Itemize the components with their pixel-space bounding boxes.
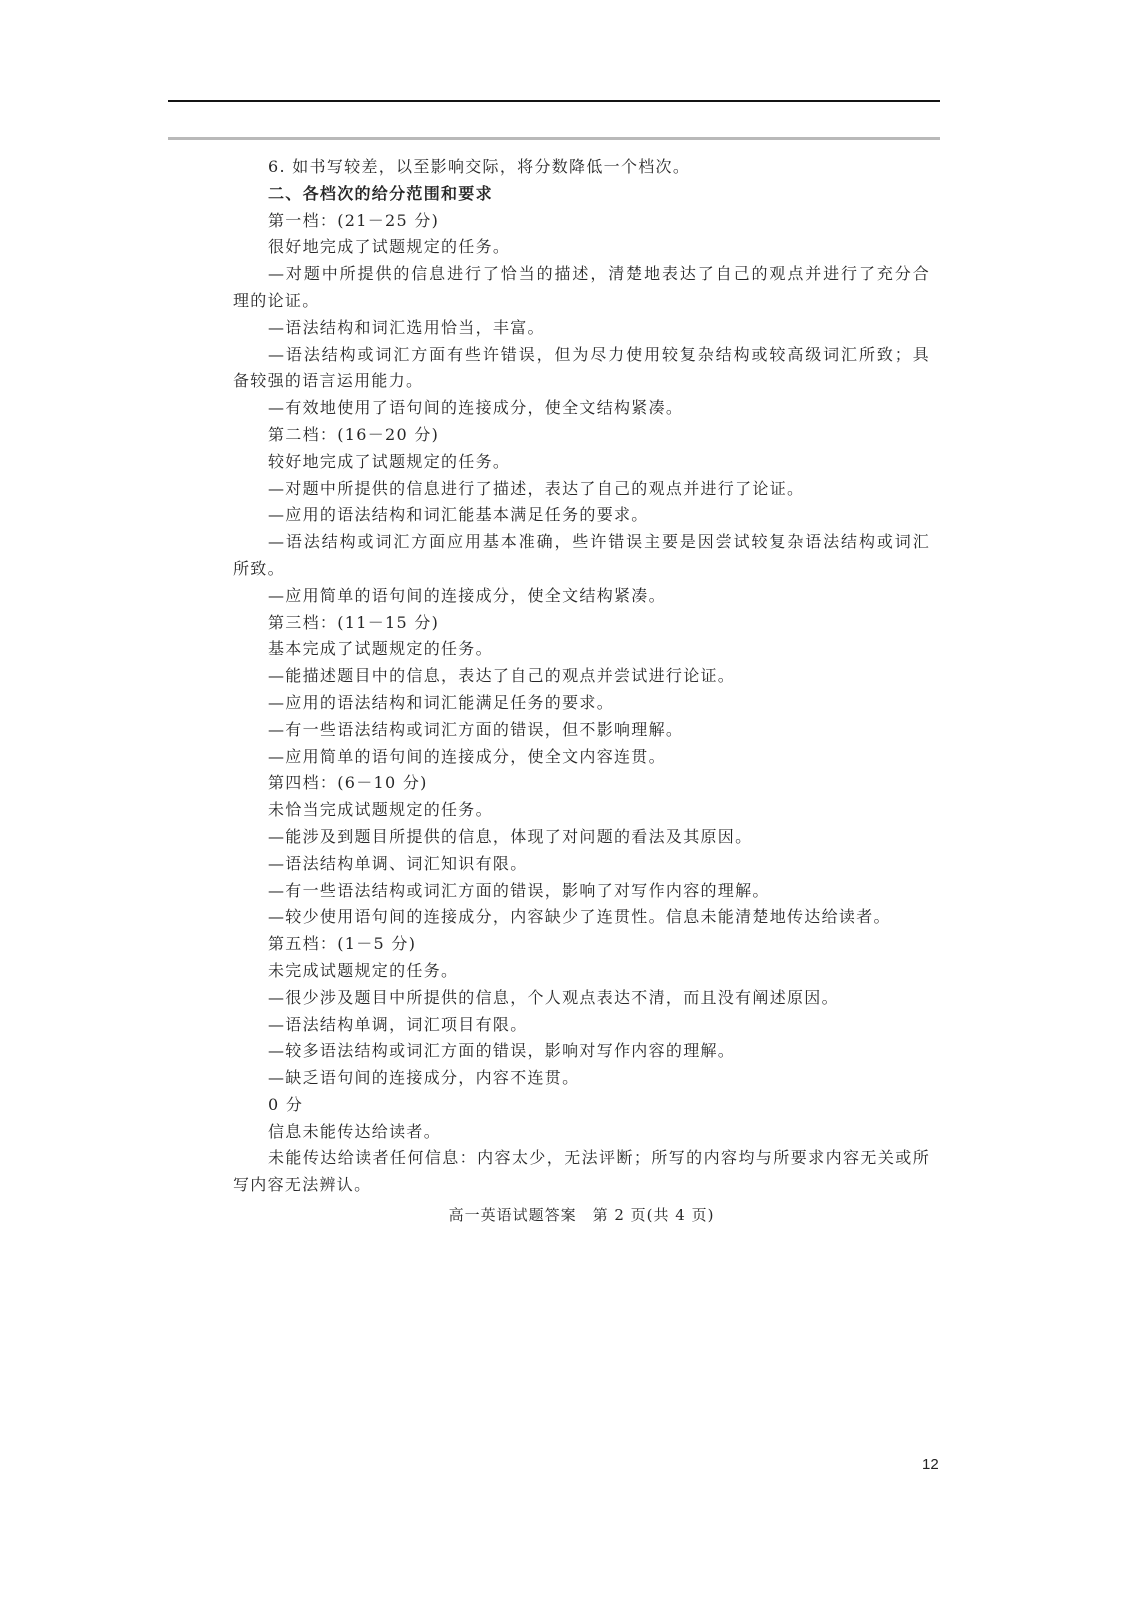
criterion-line: —较多语法结构或词汇方面的错误，影响对写作内容的理解。 [268,1041,736,1061]
criterion-line: —能涉及到题目所提供的信息，体现了对问题的看法及其原因。 [268,826,753,846]
criterion-line-continued: 理的论证。 [233,290,320,310]
criterion-line: —缺乏语句间的连接成分，内容不连贯。 [268,1068,580,1088]
criterion-line: —有一些语法结构或词汇方面的错误，但不影响理解。 [268,719,684,739]
criterion-line: —语法结构单调，词汇项目有限。 [268,1014,528,1034]
grade-title: 第五档：(1－5 分) [268,934,417,954]
criterion-line: —有一些语法结构或词汇方面的错误，影响了对写作内容的理解。 [268,880,770,900]
criterion-line: —有效地使用了语句间的连接成分，使全文结构紧凑。 [268,398,684,418]
intro-note: 6. 如书写较差，以至影响交际，将分数降低一个档次。 [268,157,691,176]
criterion-line: —应用简单的语句间的连接成分，使全文结构紧凑。 [268,585,666,605]
criterion-line: —语法结构单调、词汇知识有限。 [268,853,528,873]
criterion-line: —语法结构和词汇选用恰当，丰富。 [268,317,545,337]
criterion-line: —很少涉及题目中所提供的信息，个人观点表达不清，而且没有阐述原因。 [268,987,839,1007]
criterion-line: —能描述题目中的信息，表达了自己的观点并尝试进行论证。 [268,666,736,686]
grade-summary: 未完成试题规定的任务。 [268,960,459,980]
grade-title: 第四档：(6－10 分) [268,773,428,793]
zero-grade-summary: 信息未能传达给读者。 [268,1121,442,1141]
zero-grade-title: 0 分 [268,1094,304,1114]
header-rule [168,100,940,102]
criterion-line: —较少使用语句间的连接成分，内容缺少了连贯性。信息未能清楚地传达给读者。 [268,907,891,927]
grade-title: 第三档：(11－15 分) [268,612,440,632]
criterion-line: —对题中所提供的信息进行了描述，表达了自己的观点并进行了论证。 [268,478,805,498]
zero-grade-detail: 未能传达给读者任何信息：内容太少，无法评断；所写的内容均与所要求内容无关或所 [268,1148,930,1168]
criterion-line: —语法结构或词汇方面应用基本准确，些许错误主要是因尝试较复杂语法结构或词汇 [268,532,930,552]
criterion-line-continued: 备较强的语言运用能力。 [233,371,424,391]
section-heading: 二、各档次的给分范围和要求 [268,183,493,203]
grade-summary: 基本完成了试题规定的任务。 [268,639,493,659]
grade-title: 第一档：(21－25 分) [268,210,440,230]
criterion-line: —语法结构或词汇方面有些许错误，但为尽力使用较复杂结构或较高级词汇所致；具 [268,344,930,364]
criterion-line: —应用的语法结构和词汇能基本满足任务的要求。 [268,505,649,525]
page-footer: 高一英语试题答案 第 2 页(共 4 页) [448,1206,715,1224]
header-rule-secondary [168,137,940,140]
criterion-line: —应用的语法结构和词汇能满足任务的要求。 [268,692,615,712]
page-number: 12 [922,1456,939,1473]
grade-summary: 较好地完成了试题规定的任务。 [268,451,511,471]
grade-summary: 未恰当完成试题规定的任务。 [268,800,493,820]
grade-title: 第二档：(16－20 分) [268,424,440,444]
zero-grade-detail-continued: 写内容无法辨认。 [233,1175,372,1195]
grade-summary: 很好地完成了试题规定的任务。 [268,237,511,257]
criterion-line-continued: 所致。 [233,558,285,578]
criterion-line: —应用简单的语句间的连接成分，使全文内容连贯。 [268,746,666,766]
scoring-criteria-body [233,154,930,1199]
criterion-line: —对题中所提供的信息进行了恰当的描述，清楚地表达了自己的观点并进行了充分合 [268,264,930,284]
